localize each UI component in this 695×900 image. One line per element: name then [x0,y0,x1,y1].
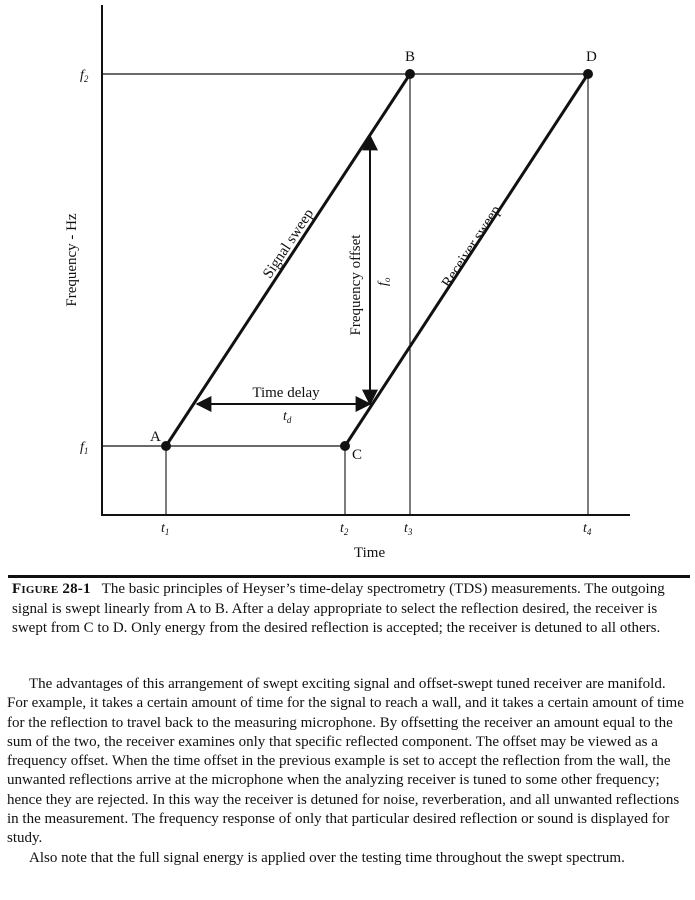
x-tick-t1: t1 [161,521,170,537]
x-axis-label: Time [354,545,386,561]
caption-label: Figure 28-1 [12,581,91,597]
point-c [340,441,350,451]
figure-caption [12,580,686,639]
point-a-label: A [150,429,161,445]
x-tick-t2: t2 [340,521,349,537]
point-b [405,69,415,79]
x-tick-t3: t3 [404,521,413,537]
x-tick-t4: t4 [583,521,592,537]
point-c-label: C [352,447,363,463]
receiver-sweep-label: Receiver sweep [439,202,505,291]
time-delay-symbol: td [283,409,292,425]
point-a [161,441,171,451]
paragraph: Also note that the full signal energy is applied over the testing time throughout the swept spectrum. [29,849,625,866]
point-b-label: B [405,49,416,65]
time-delay-label: Time delay [252,385,320,401]
caption-rule [8,575,690,578]
y-tick-f2: f2 [80,68,89,84]
body-text [7,675,689,868]
caption-text: The basic principles of Heyser’s time-delay spectrometry (TDS) measurements. The outgoing signal is swept linearly from A to B. After a delay appropriate to select the reflection desired, the receiver is swept from C to D. Only energy from the desired reflection is accepted; the receiver is detuned to all others. [12,581,665,636]
y-axis-label: Frequency - Hz [64,213,80,307]
signal-sweep-label: Signal sweep [260,206,318,282]
y-tick-f1: f1 [80,440,89,456]
point-d-label: D [586,49,597,65]
paragraph: The advantages of this arrangement of swept exciting signal and offset-swept tuned receiver are manifold. For example, it takes a certain amount of time for the signal to reach a wall, and it takes a certain amount of time for the reflection to travel back to the measuring microphone. By offsetting the receiver an amount equal to the sum of the two, the receiver examines only that specific reflected component. The offset may be viewed as a frequency offset. When the time offset in the previous example is set to accept the reflection from the wall, the unwanted reflections arrive at the microphone when the analyzing receiver is tuned to some other frequency; hence they are rejected. In this way the receiver is detuned for noise, reverberation, and all unwanted reflections in the measurement. The frequency response of only that particular desired reflection or sound is displayed for study. [7,676,684,847]
frequency-offset-label: Frequency offset [348,234,364,336]
point-d [583,69,593,79]
frequency-offset-symbol: fo [376,277,392,286]
